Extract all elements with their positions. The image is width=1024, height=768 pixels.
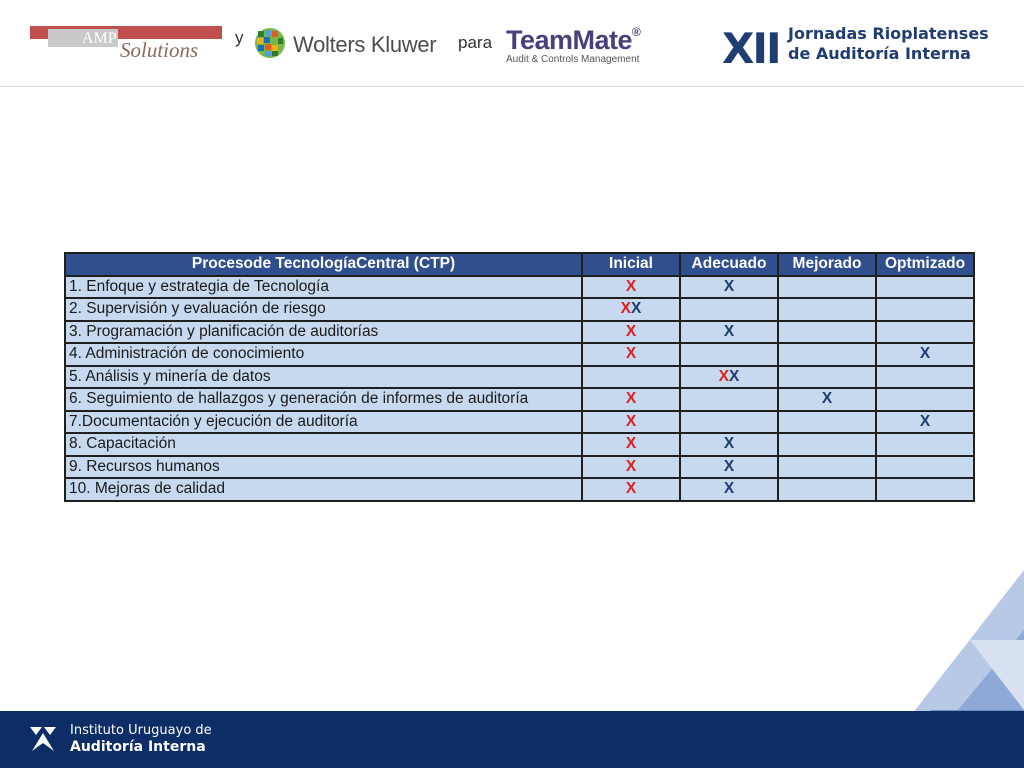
cell-optimizado bbox=[876, 276, 974, 299]
xii-numeral: XII bbox=[722, 24, 780, 73]
cell-inicial bbox=[582, 366, 680, 389]
header-adecuado: Adecuado bbox=[680, 253, 778, 276]
cell-adecuado: X bbox=[680, 456, 778, 479]
cell-optimizado bbox=[876, 388, 974, 411]
footer-audit-line: Auditoría Interna bbox=[70, 739, 206, 755]
cell-optimizado: X bbox=[876, 343, 974, 366]
row-label: 6. Seguimiento de hallazgos y generación de informes de auditoría bbox=[65, 388, 582, 411]
table-row bbox=[65, 388, 974, 411]
cell-mejorado bbox=[778, 433, 876, 456]
row-label: 7.Documentación y ejecución de auditoría bbox=[65, 411, 582, 434]
row-label: 1. Enfoque y estrategia de Tecnología bbox=[65, 276, 582, 299]
row-label: 8. Capacitación bbox=[65, 433, 582, 456]
table-row bbox=[65, 478, 974, 501]
cell-adecuado: XX bbox=[680, 366, 778, 389]
teammate-subtitle: Audit & Controls Management bbox=[506, 54, 640, 65]
cell-mejorado bbox=[778, 456, 876, 479]
cell-inicial: X bbox=[582, 321, 680, 344]
row-label: 4. Administración de conocimiento bbox=[65, 343, 582, 366]
jornadas-title bbox=[788, 24, 989, 64]
row-label: 9. Recursos humanos bbox=[65, 456, 582, 479]
connector-para: para bbox=[458, 33, 493, 52]
footer-bar bbox=[0, 711, 1024, 768]
teammate-registered-mark: ® bbox=[632, 25, 641, 39]
cell-optimizado bbox=[876, 298, 974, 321]
footer-institute-line: Instituto Uruguayo de bbox=[70, 723, 212, 738]
row-label: 2. Supervisión y evaluación de riesgo bbox=[65, 298, 582, 321]
cell-optimizado bbox=[876, 366, 974, 389]
table-row bbox=[65, 343, 974, 366]
cell-inicial: X bbox=[582, 276, 680, 299]
cell-mejorado bbox=[778, 366, 876, 389]
header-optimizado: Optmizado bbox=[876, 253, 974, 276]
cell-adecuado: X bbox=[680, 433, 778, 456]
cell-optimizado: X bbox=[876, 411, 974, 434]
cell-optimizado bbox=[876, 433, 974, 456]
header-process: Procesode TecnologíaCentral (CTP) bbox=[65, 253, 582, 276]
cell-adecuado bbox=[680, 388, 778, 411]
cell-mejorado bbox=[778, 478, 876, 501]
table-row bbox=[65, 433, 974, 456]
row-label: 3. Programación y planificación de auditorías bbox=[65, 321, 582, 344]
wolters-kluwer-globe-icon bbox=[254, 27, 286, 59]
iuai-logo-icon bbox=[28, 723, 58, 753]
cell-mejorado bbox=[778, 276, 876, 299]
cell-adecuado: X bbox=[680, 276, 778, 299]
table-row bbox=[65, 276, 974, 299]
cell-mejorado bbox=[778, 298, 876, 321]
cell-inicial: X bbox=[582, 456, 680, 479]
table-body bbox=[65, 276, 974, 501]
cell-inicial: X bbox=[582, 388, 680, 411]
header-bar bbox=[0, 0, 1024, 87]
cell-mejorado: X bbox=[778, 388, 876, 411]
cell-inicial: XX bbox=[582, 298, 680, 321]
jornadas-line-2: de Auditoría Interna bbox=[788, 44, 971, 63]
cell-inicial: X bbox=[582, 478, 680, 501]
solutions-text: Solutions bbox=[120, 38, 199, 62]
cell-inicial: X bbox=[582, 433, 680, 456]
cell-inicial: X bbox=[582, 343, 680, 366]
teammate-logo bbox=[506, 25, 640, 65]
table-row bbox=[65, 366, 974, 389]
amp-solutions-logo bbox=[30, 26, 222, 62]
cell-inicial: X bbox=[582, 411, 680, 434]
row-label: 10. Mejoras de calidad bbox=[65, 478, 582, 501]
cell-optimizado bbox=[876, 321, 974, 344]
cell-adecuado bbox=[680, 298, 778, 321]
header-mejorado: Mejorado bbox=[778, 253, 876, 276]
connector-y: y bbox=[235, 28, 244, 47]
jornadas-line-1: Jornadas Rioplatenses bbox=[788, 24, 989, 43]
cell-adecuado bbox=[680, 343, 778, 366]
cell-adecuado bbox=[680, 411, 778, 434]
cell-mejorado bbox=[778, 411, 876, 434]
header-inicial: Inicial bbox=[582, 253, 680, 276]
table-header-row bbox=[65, 253, 974, 276]
cell-mejorado bbox=[778, 343, 876, 366]
cell-optimizado bbox=[876, 456, 974, 479]
amp-text: AMP bbox=[82, 30, 117, 47]
cell-mejorado bbox=[778, 321, 876, 344]
teammate-title: TeamMate bbox=[506, 25, 633, 55]
cell-adecuado: X bbox=[680, 478, 778, 501]
cell-optimizado bbox=[876, 478, 974, 501]
ctp-maturity-table bbox=[64, 252, 975, 502]
table-row bbox=[65, 411, 974, 434]
table-row bbox=[65, 456, 974, 479]
row-label: 5. Análisis y minería de datos bbox=[65, 366, 582, 389]
wolters-kluwer-wordmark: Wolters Kluwer bbox=[293, 32, 437, 57]
table-row bbox=[65, 321, 974, 344]
cell-adecuado: X bbox=[680, 321, 778, 344]
table-row bbox=[65, 298, 974, 321]
